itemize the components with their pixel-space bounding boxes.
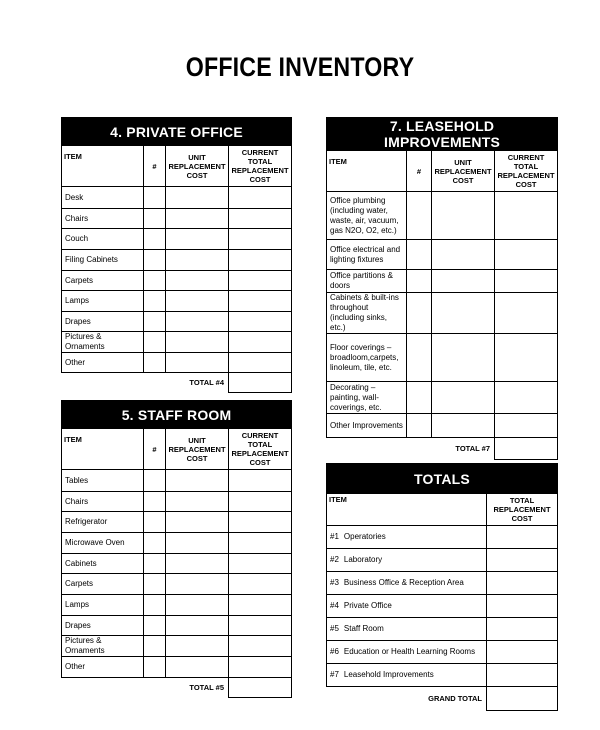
total-cost-cell[interactable]: [229, 353, 292, 373]
totals-item-number: #3: [330, 578, 339, 587]
quantity-cell[interactable]: [407, 414, 432, 438]
item-label: Microwave Oven: [62, 533, 144, 554]
totals-row: [327, 526, 558, 549]
leasehold-rows: [327, 192, 558, 460]
unit-cost-cell[interactable]: [166, 209, 229, 229]
totals-item-number: #5: [330, 624, 339, 633]
item-label: Chairs: [62, 492, 144, 512]
item-label: Refrigerator: [62, 512, 144, 533]
table-row: [62, 209, 292, 229]
unit-cost-cell[interactable]: [166, 574, 229, 595]
item-label: Tables: [62, 470, 144, 492]
table-row: [327, 293, 558, 334]
table-row: [62, 554, 292, 574]
totals-item: [327, 618, 487, 641]
totals-item-label: Operatories: [343, 532, 386, 541]
unit-cost-cell[interactable]: [166, 512, 229, 533]
quantity-cell[interactable]: [144, 229, 166, 250]
total-cost-cell[interactable]: [229, 595, 292, 616]
column-header-num: #: [144, 429, 166, 470]
totals-cost-cell[interactable]: [487, 595, 558, 618]
totals-item: [327, 526, 487, 549]
column-header-item: ITEM: [327, 151, 407, 192]
totals-item-label: Education or Health Learning Rooms: [343, 647, 476, 656]
item-label: Pictures & Ornaments: [62, 636, 144, 657]
quantity-cell[interactable]: [144, 250, 166, 271]
table-row: [327, 334, 558, 382]
unit-cost-cell[interactable]: [166, 533, 229, 554]
quantity-cell[interactable]: [144, 209, 166, 229]
totals-table: [326, 463, 558, 711]
staff-room-rows: [62, 470, 292, 698]
unit-cost-cell[interactable]: [432, 270, 495, 293]
quantity-cell[interactable]: [144, 595, 166, 616]
private-office-rows: [62, 187, 292, 393]
totals-heading: TOTALS: [327, 464, 558, 494]
item-label: Chairs: [62, 209, 144, 229]
table-row: [327, 240, 558, 270]
quantity-cell[interactable]: [144, 271, 166, 291]
quantity-cell[interactable]: [144, 492, 166, 512]
unit-cost-cell[interactable]: [432, 334, 495, 382]
quantity-cell[interactable]: [144, 636, 166, 657]
totals-item-number: #4: [330, 601, 339, 610]
total-label: TOTAL #7: [455, 444, 490, 454]
quantity-cell[interactable]: [144, 574, 166, 595]
column-header-total-cost: CURRENT TOTAL REPLACEMENT COST: [229, 429, 292, 470]
total-cost-cell[interactable]: [229, 512, 292, 533]
total-cost-cell[interactable]: [229, 332, 292, 353]
item-label: Office partitions & doors: [327, 270, 407, 293]
quantity-cell[interactable]: [407, 334, 432, 382]
total-cost-cell[interactable]: [229, 312, 292, 332]
column-header-num: #: [144, 146, 166, 187]
table-row: [62, 492, 292, 512]
total-cell[interactable]: [495, 438, 558, 460]
totals-row: [327, 549, 558, 572]
quantity-cell[interactable]: [144, 332, 166, 353]
column-header-total-cost: CURRENT TOTAL REPLACEMENT COST: [495, 151, 558, 192]
total-cost-cell[interactable]: [229, 533, 292, 554]
column-header-num: #: [407, 151, 432, 192]
total-row: [62, 373, 292, 393]
item-label: Cabinets & built-ins throughout (including sinks, etc.): [327, 293, 407, 334]
total-cost-cell[interactable]: [495, 270, 558, 293]
item-label: Floor coverings – broadloom,carpets, linoleum, tile, etc.: [327, 334, 407, 382]
table-row: [327, 414, 558, 438]
totals-item-number: #6: [330, 647, 339, 656]
totals-cost-cell[interactable]: [487, 618, 558, 641]
totals-item-number: #2: [330, 555, 339, 564]
totals-row: [327, 641, 558, 664]
quantity-cell[interactable]: [144, 533, 166, 554]
column-header-total-cost: CURRENT TOTAL REPLACEMENT COST: [229, 146, 292, 187]
totals-item: [327, 549, 487, 572]
table-row: [62, 616, 292, 636]
unit-cost-cell[interactable]: [432, 382, 495, 414]
total-label: TOTAL #4: [189, 378, 224, 388]
item-label: Decorating – painting, wall-coverings, etc.: [327, 382, 407, 414]
total-cost-cell[interactable]: [229, 291, 292, 312]
totals-cost-cell[interactable]: [487, 664, 558, 687]
table-row: [327, 192, 558, 240]
unit-cost-cell[interactable]: [166, 250, 229, 271]
table-row: [62, 533, 292, 554]
private-office-heading: 4. PRIVATE OFFICE: [62, 118, 292, 146]
total-cell[interactable]: [229, 373, 292, 393]
total-cost-cell[interactable]: [495, 293, 558, 334]
table-row: [327, 270, 558, 293]
total-cost-cell[interactable]: [495, 334, 558, 382]
item-label: Filing Cabinets: [62, 250, 144, 271]
quantity-cell[interactable]: [144, 312, 166, 332]
item-label: Other Improvements: [327, 414, 407, 438]
quantity-cell[interactable]: [407, 270, 432, 293]
item-label: Couch: [62, 229, 144, 250]
item-label: Cabinets: [62, 554, 144, 574]
column-header-item: ITEM: [62, 429, 144, 470]
unit-cost-cell[interactable]: [166, 229, 229, 250]
unit-cost-cell[interactable]: [166, 187, 229, 209]
total-cost-cell[interactable]: [229, 657, 292, 678]
total-label: TOTAL #5: [189, 683, 224, 693]
item-label: Drapes: [62, 312, 144, 332]
table-row: [62, 470, 292, 492]
unit-cost-cell[interactable]: [166, 470, 229, 492]
quantity-cell[interactable]: [144, 616, 166, 636]
unit-cost-cell[interactable]: [166, 271, 229, 291]
item-label: Drapes: [62, 616, 144, 636]
table-row: [62, 574, 292, 595]
item-label: Other: [62, 353, 144, 373]
column-header-unit-cost: UNIT REPLACEMENT COST: [166, 429, 229, 470]
total-cost-cell[interactable]: [229, 470, 292, 492]
total-cost-cell[interactable]: [229, 492, 292, 512]
leasehold-table: [326, 117, 558, 460]
table-row: [62, 312, 292, 332]
item-label: Lamps: [62, 291, 144, 312]
table-row: [62, 657, 292, 678]
totals-column-total: TOTAL REPLACEMENT COST: [487, 494, 558, 526]
item-label: Office electrical and lighting fixtures: [327, 240, 407, 270]
total-row: [327, 438, 558, 460]
total-cost-cell[interactable]: [229, 250, 292, 271]
unit-cost-cell[interactable]: [166, 332, 229, 353]
column-header-unit-cost: UNIT REPLACEMENT COST: [166, 146, 229, 187]
total-cost-cell[interactable]: [229, 229, 292, 250]
total-cost-cell[interactable]: [229, 554, 292, 574]
item-label: Carpets: [62, 574, 144, 595]
unit-cost-cell[interactable]: [166, 554, 229, 574]
total-cost-cell[interactable]: [229, 209, 292, 229]
table-row: [62, 332, 292, 353]
totals-column-item: ITEM: [327, 494, 487, 526]
private-office-table: [61, 117, 292, 393]
totals-row: [327, 572, 558, 595]
quantity-cell[interactable]: [144, 187, 166, 209]
item-label: Carpets: [62, 271, 144, 291]
table-row: [62, 291, 292, 312]
quantity-cell[interactable]: [407, 293, 432, 334]
unit-cost-cell[interactable]: [166, 492, 229, 512]
unit-cost-cell[interactable]: [166, 353, 229, 373]
unit-cost-cell[interactable]: [432, 293, 495, 334]
column-header-unit-cost: UNIT REPLACEMENT COST: [432, 151, 495, 192]
quantity-cell[interactable]: [407, 240, 432, 270]
item-label: Office plumbing (including water, waste, air, vacuum, gas N2O, O2, etc.): [327, 192, 407, 240]
staff-room-heading: 5. STAFF ROOM: [62, 401, 292, 429]
grand-total-row: [327, 687, 558, 711]
totals-cost-cell[interactable]: [487, 641, 558, 664]
totals-item: [327, 595, 487, 618]
totals-item-label: Staff Room: [343, 624, 384, 633]
quantity-cell[interactable]: [144, 512, 166, 533]
total-cost-cell[interactable]: [495, 240, 558, 270]
table-row: [327, 382, 558, 414]
quantity-cell[interactable]: [144, 291, 166, 312]
table-row: [62, 187, 292, 209]
unit-cost-cell[interactable]: [166, 657, 229, 678]
item-label: Other: [62, 657, 144, 678]
quantity-cell[interactable]: [144, 657, 166, 678]
totals-item-number: #7: [330, 670, 339, 679]
totals-row: [327, 664, 558, 687]
page-title: OFFICE INVENTORY: [185, 52, 415, 82]
unit-cost-cell[interactable]: [166, 616, 229, 636]
unit-cost-cell[interactable]: [432, 240, 495, 270]
total-cost-cell[interactable]: [229, 271, 292, 291]
quantity-cell[interactable]: [144, 353, 166, 373]
totals-item: [327, 572, 487, 595]
totals-cost-cell[interactable]: [487, 526, 558, 549]
total-cost-cell[interactable]: [495, 382, 558, 414]
total-cost-cell[interactable]: [229, 616, 292, 636]
total-cost-cell[interactable]: [229, 187, 292, 209]
total-cost-cell[interactable]: [229, 636, 292, 657]
unit-cost-cell[interactable]: [166, 595, 229, 616]
table-row: [62, 250, 292, 271]
totals-item-number: #1: [330, 532, 339, 541]
table-row: [62, 229, 292, 250]
totals-row: [327, 595, 558, 618]
totals-cost-cell[interactable]: [487, 572, 558, 595]
quantity-cell[interactable]: [144, 554, 166, 574]
column-header-item: ITEM: [62, 146, 144, 187]
unit-cost-cell[interactable]: [432, 192, 495, 240]
quantity-cell[interactable]: [407, 192, 432, 240]
unit-cost-cell[interactable]: [166, 291, 229, 312]
table-row: [62, 595, 292, 616]
grand-total-cell[interactable]: [487, 687, 558, 711]
table-row: [62, 512, 292, 533]
total-cost-cell[interactable]: [229, 574, 292, 595]
unit-cost-cell[interactable]: [432, 414, 495, 438]
total-row: [62, 678, 292, 698]
quantity-cell[interactable]: [407, 382, 432, 414]
totals-item-label: Private Office: [343, 601, 392, 610]
total-cost-cell[interactable]: [495, 414, 558, 438]
item-label: Lamps: [62, 595, 144, 616]
staff-room-table: [61, 400, 292, 698]
quantity-cell[interactable]: [144, 470, 166, 492]
totals-rows: [327, 526, 558, 711]
table-row: [62, 353, 292, 373]
totals-cost-cell[interactable]: [487, 549, 558, 572]
totals-item-label: Laboratory: [343, 555, 383, 564]
table-row: [62, 271, 292, 291]
unit-cost-cell[interactable]: [166, 312, 229, 332]
total-cell[interactable]: [229, 678, 292, 698]
totals-item-label: Leasehold Improvements: [343, 670, 434, 679]
item-label: Desk: [62, 187, 144, 209]
totals-row: [327, 618, 558, 641]
item-label: Pictures & Ornaments: [62, 332, 144, 353]
totals-item-label: Business Office & Reception Area: [343, 578, 464, 587]
table-row: [62, 636, 292, 657]
unit-cost-cell[interactable]: [166, 636, 229, 657]
leasehold-heading: 7. LEASEHOLD IMPROVEMENTS: [327, 118, 558, 151]
totals-item: [327, 664, 487, 687]
grand-total-label: GRAND TOTAL: [428, 694, 482, 704]
totals-item: [327, 641, 487, 664]
total-cost-cell[interactable]: [495, 192, 558, 240]
